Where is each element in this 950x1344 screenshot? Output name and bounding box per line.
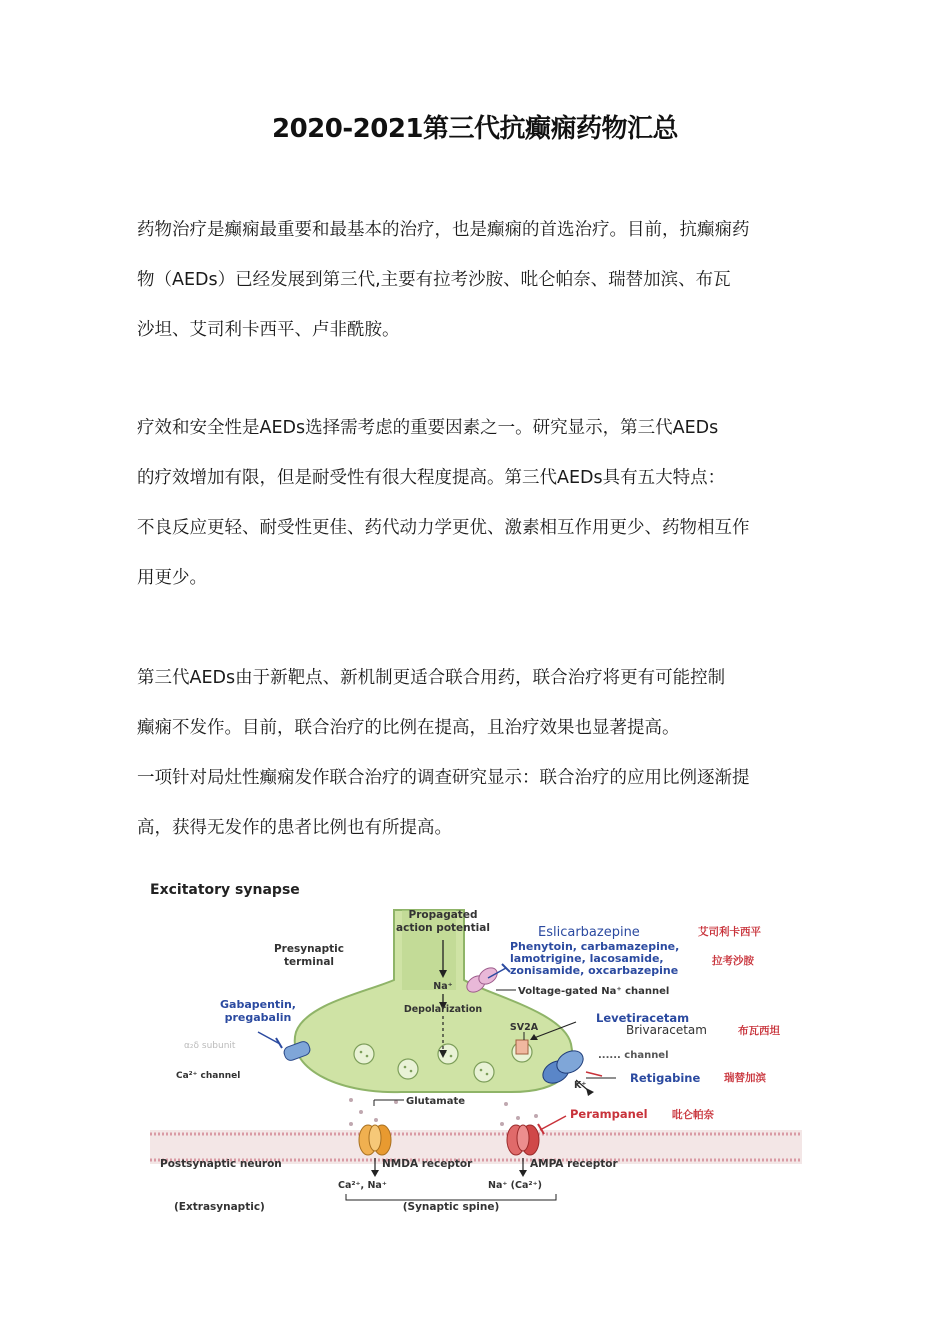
figure-title: Excitatory synapse (150, 882, 300, 898)
drug-perampanel-cn: 吡仑帕奈 (672, 1109, 714, 1121)
drug-phenytoin-line3: zonisamide, oxcarbazepine (510, 964, 679, 977)
label-k: K⁺ (574, 1080, 587, 1091)
drug-phenytoin-line2: lamotrigine, lacosamide, (510, 952, 664, 965)
label-synaptic-spine: (Synaptic spine) (402, 1201, 500, 1213)
label-presynaptic: Presynaptic (273, 943, 345, 955)
label-na-ca: Na⁺ (Ca²⁺) (488, 1180, 542, 1191)
label-left-faint-2: Ca²⁺ channel (176, 1071, 241, 1081)
paragraph-line: 沙坦、艾司利卡西平、卢非酰胺。 (137, 320, 400, 340)
ampa-receptor (507, 1125, 539, 1155)
paragraph-line: 癫痫不发作。目前，联合治疗的比例在提高，且治疗效果也显著提高。 (137, 718, 680, 738)
nmda-receptor (359, 1125, 391, 1155)
paragraph-line: 用更少。 (137, 568, 207, 588)
drug-phenytoin-line1: Phenytoin, carbamazepine, (510, 940, 680, 953)
label-ca-na: Ca²⁺, Na⁺ (338, 1180, 387, 1191)
label-depolarization: Depolarization (403, 1004, 483, 1015)
label-left-faint-1: α₂δ subunit (184, 1041, 236, 1051)
paragraph-line: 药物治疗是癫痫最重要和最基本的治疗，也是癫痫的首选治疗。目前，抗癫痫药 (137, 220, 750, 240)
drug-brivaracetam-cn: 布瓦西坦 (738, 1025, 780, 1037)
drug-brivaracetam: Brivaracetam (626, 1023, 707, 1037)
paragraph-line: 疗效和安全性是AEDs选择需考虑的重要因素之一。研究显示，第三代AEDs (137, 418, 719, 438)
paragraph-line: 第三代AEDs由于新靶点、新机制更适合联合用药，联合治疗将更有可能控制 (137, 668, 726, 688)
excitatory-synapse-figure (146, 872, 806, 1222)
drug-gabapentin-line2: pregabalin (224, 1011, 292, 1024)
drug-retigabine: Retigabine (630, 1071, 701, 1085)
label-nmda: NMDA receptor (382, 1158, 473, 1170)
drug-perampanel: Perampanel (570, 1107, 648, 1121)
drug-lacosamide-cn: 拉考沙胺 (712, 955, 754, 967)
label-voltage-gated-na: Voltage-gated Na⁺ channel (518, 986, 670, 997)
label-action-potential: action potential (396, 922, 490, 934)
page-title: 2020-2021第三代抗癫痫药物汇总 (271, 114, 679, 144)
label-na: Na⁺ (433, 981, 453, 992)
sv2a-protein (516, 1040, 528, 1054)
label-terminal: terminal (283, 956, 335, 968)
label-propagated: Propagated (408, 909, 478, 921)
drug-retigabine-cn: 瑞替加滨 (724, 1072, 766, 1084)
label-glutamate: Glutamate (406, 1096, 466, 1107)
paragraph-line: 的疗效增加有限，但是耐受性有很大程度提高。第三代AEDs具有五大特点： (137, 468, 726, 488)
label-postsynaptic: Postsynaptic neuron (160, 1158, 282, 1170)
paragraph-line: 一项针对局灶性癫痫发作联合治疗的调查研究显示：联合治疗的应用比例逐渐提 (137, 768, 750, 788)
label-extrasynaptic: (Extrasynaptic) (174, 1201, 265, 1213)
paragraph-line: 不良反应更轻、耐受性更佳、药代动力学更优、激素相互作用更少、药物相互作 (137, 518, 750, 538)
label-sv2a: SV2A (509, 1022, 539, 1033)
paragraph-line: 高，获得无发作的患者比例也有所提高。 (137, 818, 452, 838)
paragraph-line: 物（AEDs）已经发展到第三代,主要有拉考沙胺、吡仑帕奈、瑞替加滨、布瓦 (137, 270, 731, 290)
drug-levetiracetam: Levetiracetam (596, 1011, 690, 1025)
drug-gabapentin-line1: Gabapentin, (220, 998, 296, 1011)
label-ca-channel-faint: ...... channel (598, 1050, 669, 1061)
drug-eslicarbazepine-cn: 艾司利卡西平 (698, 926, 761, 938)
label-ampa: AMPA receptor (530, 1158, 618, 1170)
drug-eslicarbazepine: Eslicarbazepine (538, 925, 640, 940)
